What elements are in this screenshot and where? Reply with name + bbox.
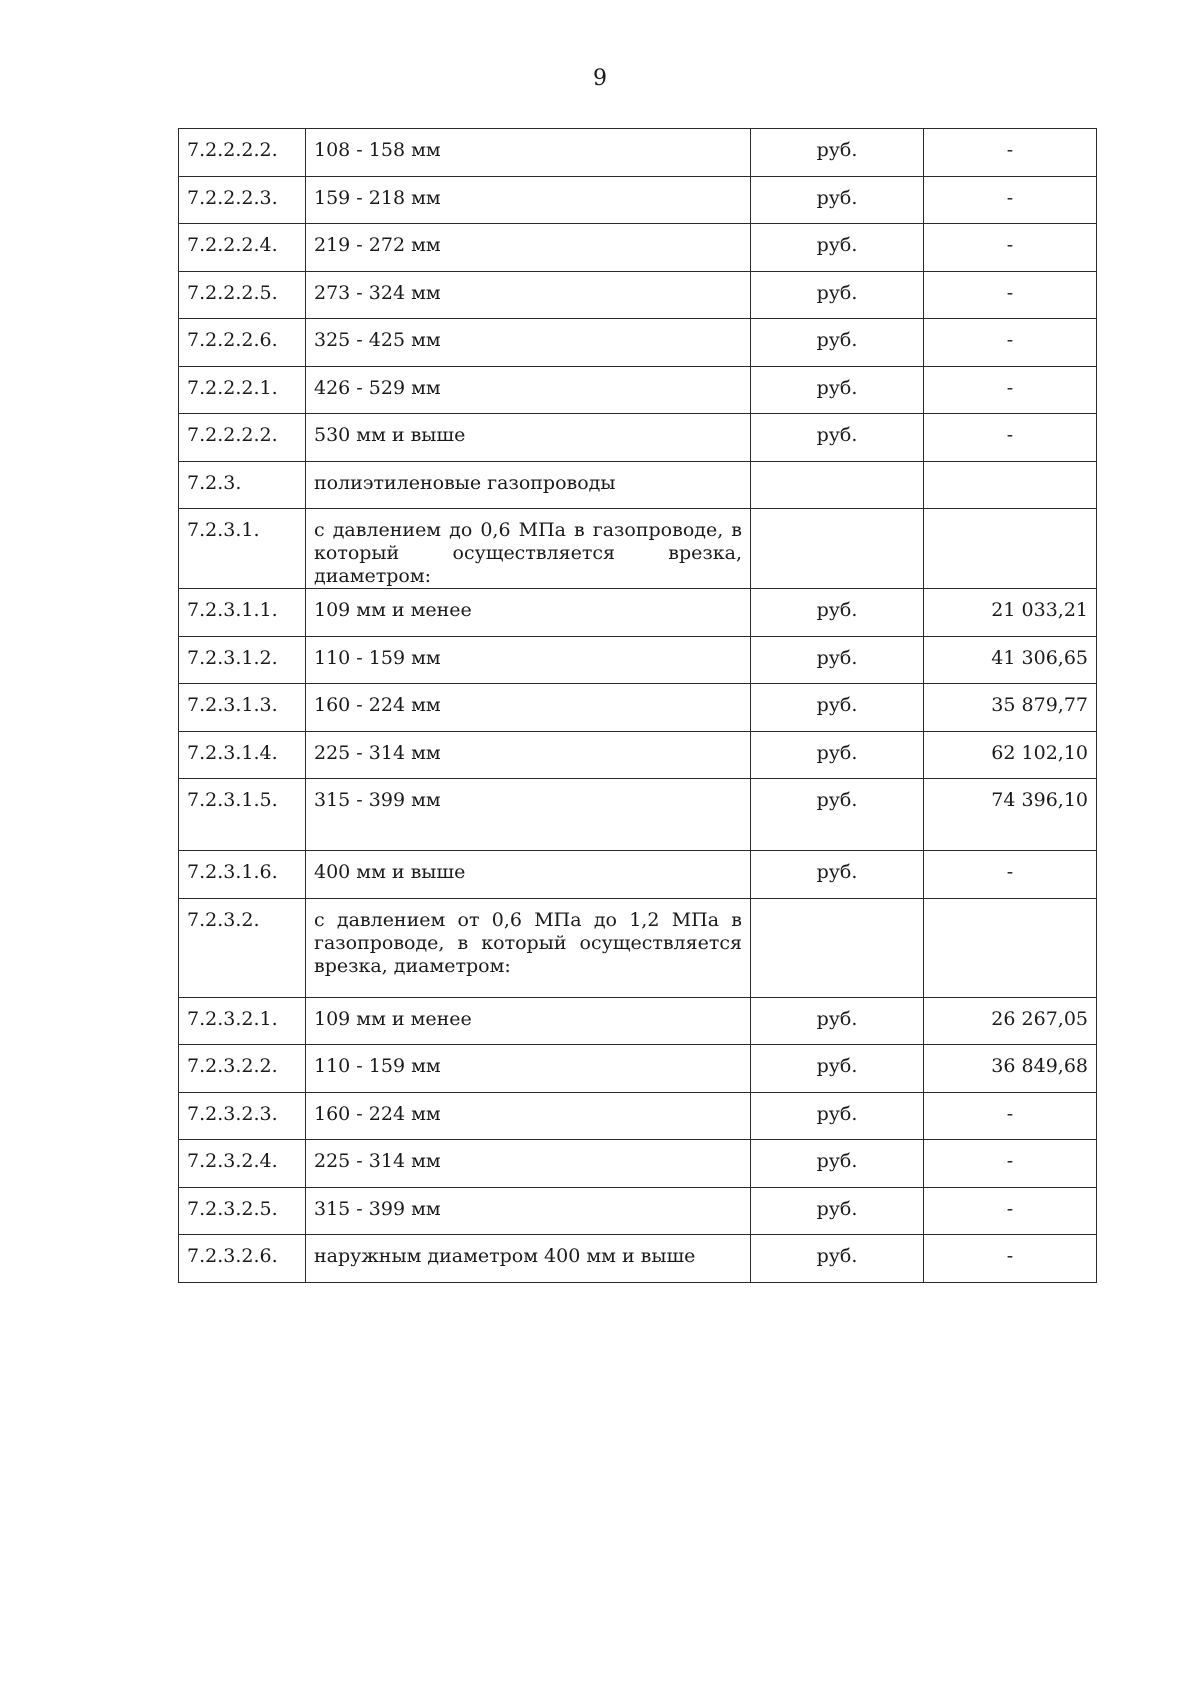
item-code: 7.2.2.2.6. bbox=[179, 319, 306, 367]
item-code: 7.2.2.2.2. bbox=[179, 129, 306, 177]
item-code: 7.2.3.2.2. bbox=[179, 1045, 306, 1093]
item-description: наружным диаметром 400 мм и выше bbox=[306, 1235, 751, 1283]
item-code: 7.2.2.2.1. bbox=[179, 366, 306, 414]
item-code: 7.2.3.1.3. bbox=[179, 684, 306, 732]
item-value bbox=[924, 461, 1097, 509]
item-code: 7.2.3.1.1. bbox=[179, 589, 306, 637]
item-value: - bbox=[924, 224, 1097, 272]
item-code: 7.2.2.2.2. bbox=[179, 414, 306, 462]
tariff-table-body bbox=[179, 129, 1097, 1283]
item-description: полиэтиленовые газопроводы bbox=[306, 461, 751, 509]
item-unit: руб. bbox=[751, 684, 924, 732]
item-value: 26 267,05 bbox=[924, 997, 1097, 1045]
item-unit: руб. bbox=[751, 414, 924, 462]
table-row bbox=[179, 224, 1097, 272]
item-description: 159 - 218 мм bbox=[306, 176, 751, 224]
table-row bbox=[179, 851, 1097, 899]
item-description: 325 - 425 мм bbox=[306, 319, 751, 367]
item-description: 315 - 399 мм bbox=[306, 1187, 751, 1235]
item-description: 225 - 314 мм bbox=[306, 731, 751, 779]
item-value: - bbox=[924, 271, 1097, 319]
item-code: 7.2.3.1.4. bbox=[179, 731, 306, 779]
item-unit: руб. bbox=[751, 1045, 924, 1093]
item-description: 426 - 529 мм bbox=[306, 366, 751, 414]
item-value: - bbox=[924, 176, 1097, 224]
table-row bbox=[179, 731, 1097, 779]
item-unit: руб. bbox=[751, 319, 924, 367]
item-unit bbox=[751, 898, 924, 997]
item-value: 36 849,68 bbox=[924, 1045, 1097, 1093]
table-row bbox=[179, 997, 1097, 1045]
item-value: 41 306,65 bbox=[924, 636, 1097, 684]
item-unit: руб. bbox=[751, 731, 924, 779]
item-description: 400 мм и выше bbox=[306, 851, 751, 899]
item-code: 7.2.2.2.5. bbox=[179, 271, 306, 319]
item-code: 7.2.3.1.2. bbox=[179, 636, 306, 684]
item-description: 109 мм и менее bbox=[306, 997, 751, 1045]
item-code: 7.2.3.2.3. bbox=[179, 1092, 306, 1140]
table-row bbox=[179, 129, 1097, 177]
item-code: 7.2.3.2.1. bbox=[179, 997, 306, 1045]
item-code: 7.2.3.2. bbox=[179, 898, 306, 997]
table-row bbox=[179, 636, 1097, 684]
item-unit: руб. bbox=[751, 176, 924, 224]
item-description: 273 - 324 мм bbox=[306, 271, 751, 319]
item-description: 530 мм и выше bbox=[306, 414, 751, 462]
item-description: 160 - 224 мм bbox=[306, 1092, 751, 1140]
table-row bbox=[179, 366, 1097, 414]
item-description: 225 - 314 мм bbox=[306, 1140, 751, 1188]
item-unit bbox=[751, 461, 924, 509]
item-description: с давлением до 0,6 МПа в газопроводе, в который осуществляется врезка, диаметром: bbox=[306, 509, 751, 589]
item-unit: руб. bbox=[751, 851, 924, 899]
table-row-section bbox=[179, 461, 1097, 509]
item-unit: руб. bbox=[751, 366, 924, 414]
item-code: 7.2.3.2.5. bbox=[179, 1187, 306, 1235]
item-unit: руб. bbox=[751, 271, 924, 319]
item-value: - bbox=[924, 319, 1097, 367]
item-unit: руб. bbox=[751, 589, 924, 637]
item-value bbox=[924, 898, 1097, 997]
item-value: - bbox=[924, 366, 1097, 414]
table-row bbox=[179, 414, 1097, 462]
item-unit bbox=[751, 509, 924, 589]
item-value: - bbox=[924, 1235, 1097, 1283]
table-row bbox=[179, 1140, 1097, 1188]
item-value bbox=[924, 509, 1097, 589]
item-unit: руб. bbox=[751, 1140, 924, 1188]
table-row bbox=[179, 1187, 1097, 1235]
item-description: с давлением от 0,6 МПа до 1,2 МПа в газопроводе, в который осуществляется врезка, диаметром: bbox=[306, 898, 751, 997]
table-row bbox=[179, 176, 1097, 224]
item-code: 7.2.3. bbox=[179, 461, 306, 509]
item-code: 7.2.2.2.3. bbox=[179, 176, 306, 224]
item-value: - bbox=[924, 1140, 1097, 1188]
item-value: 21 033,21 bbox=[924, 589, 1097, 637]
item-unit: руб. bbox=[751, 779, 924, 851]
tariff-table bbox=[178, 128, 1097, 1283]
table-row-section bbox=[179, 898, 1097, 997]
item-description: 315 - 399 мм bbox=[306, 779, 751, 851]
table-row bbox=[179, 1235, 1097, 1283]
table-row bbox=[179, 589, 1097, 637]
item-unit: руб. bbox=[751, 1187, 924, 1235]
table-row bbox=[179, 1092, 1097, 1140]
item-description: 108 - 158 мм bbox=[306, 129, 751, 177]
table-row bbox=[179, 271, 1097, 319]
item-code: 7.2.3.2.6. bbox=[179, 1235, 306, 1283]
item-value: 35 879,77 bbox=[924, 684, 1097, 732]
item-value: - bbox=[924, 1187, 1097, 1235]
item-value: - bbox=[924, 1092, 1097, 1140]
item-value: - bbox=[924, 851, 1097, 899]
item-unit: руб. bbox=[751, 224, 924, 272]
item-value: 62 102,10 bbox=[924, 731, 1097, 779]
item-description: 110 - 159 мм bbox=[306, 636, 751, 684]
item-code: 7.2.3.1. bbox=[179, 509, 306, 589]
table-row bbox=[179, 779, 1097, 851]
item-value: 74 396,10 bbox=[924, 779, 1097, 851]
item-unit: руб. bbox=[751, 997, 924, 1045]
item-code: 7.2.2.2.4. bbox=[179, 224, 306, 272]
item-value: - bbox=[924, 129, 1097, 177]
item-unit: руб. bbox=[751, 1092, 924, 1140]
item-description: 110 - 159 мм bbox=[306, 1045, 751, 1093]
item-code: 7.2.3.1.6. bbox=[179, 851, 306, 899]
item-unit: руб. bbox=[751, 1235, 924, 1283]
item-value: - bbox=[924, 414, 1097, 462]
item-code: 7.2.3.1.5. bbox=[179, 779, 306, 851]
item-code: 7.2.3.2.4. bbox=[179, 1140, 306, 1188]
page-number: 9 bbox=[593, 66, 607, 91]
table-row bbox=[179, 1045, 1097, 1093]
item-description: 219 - 272 мм bbox=[306, 224, 751, 272]
item-unit: руб. bbox=[751, 129, 924, 177]
item-unit: руб. bbox=[751, 636, 924, 684]
item-description: 160 - 224 мм bbox=[306, 684, 751, 732]
table-row-section bbox=[179, 509, 1097, 589]
table-row bbox=[179, 684, 1097, 732]
item-description: 109 мм и менее bbox=[306, 589, 751, 637]
table-row bbox=[179, 319, 1097, 367]
